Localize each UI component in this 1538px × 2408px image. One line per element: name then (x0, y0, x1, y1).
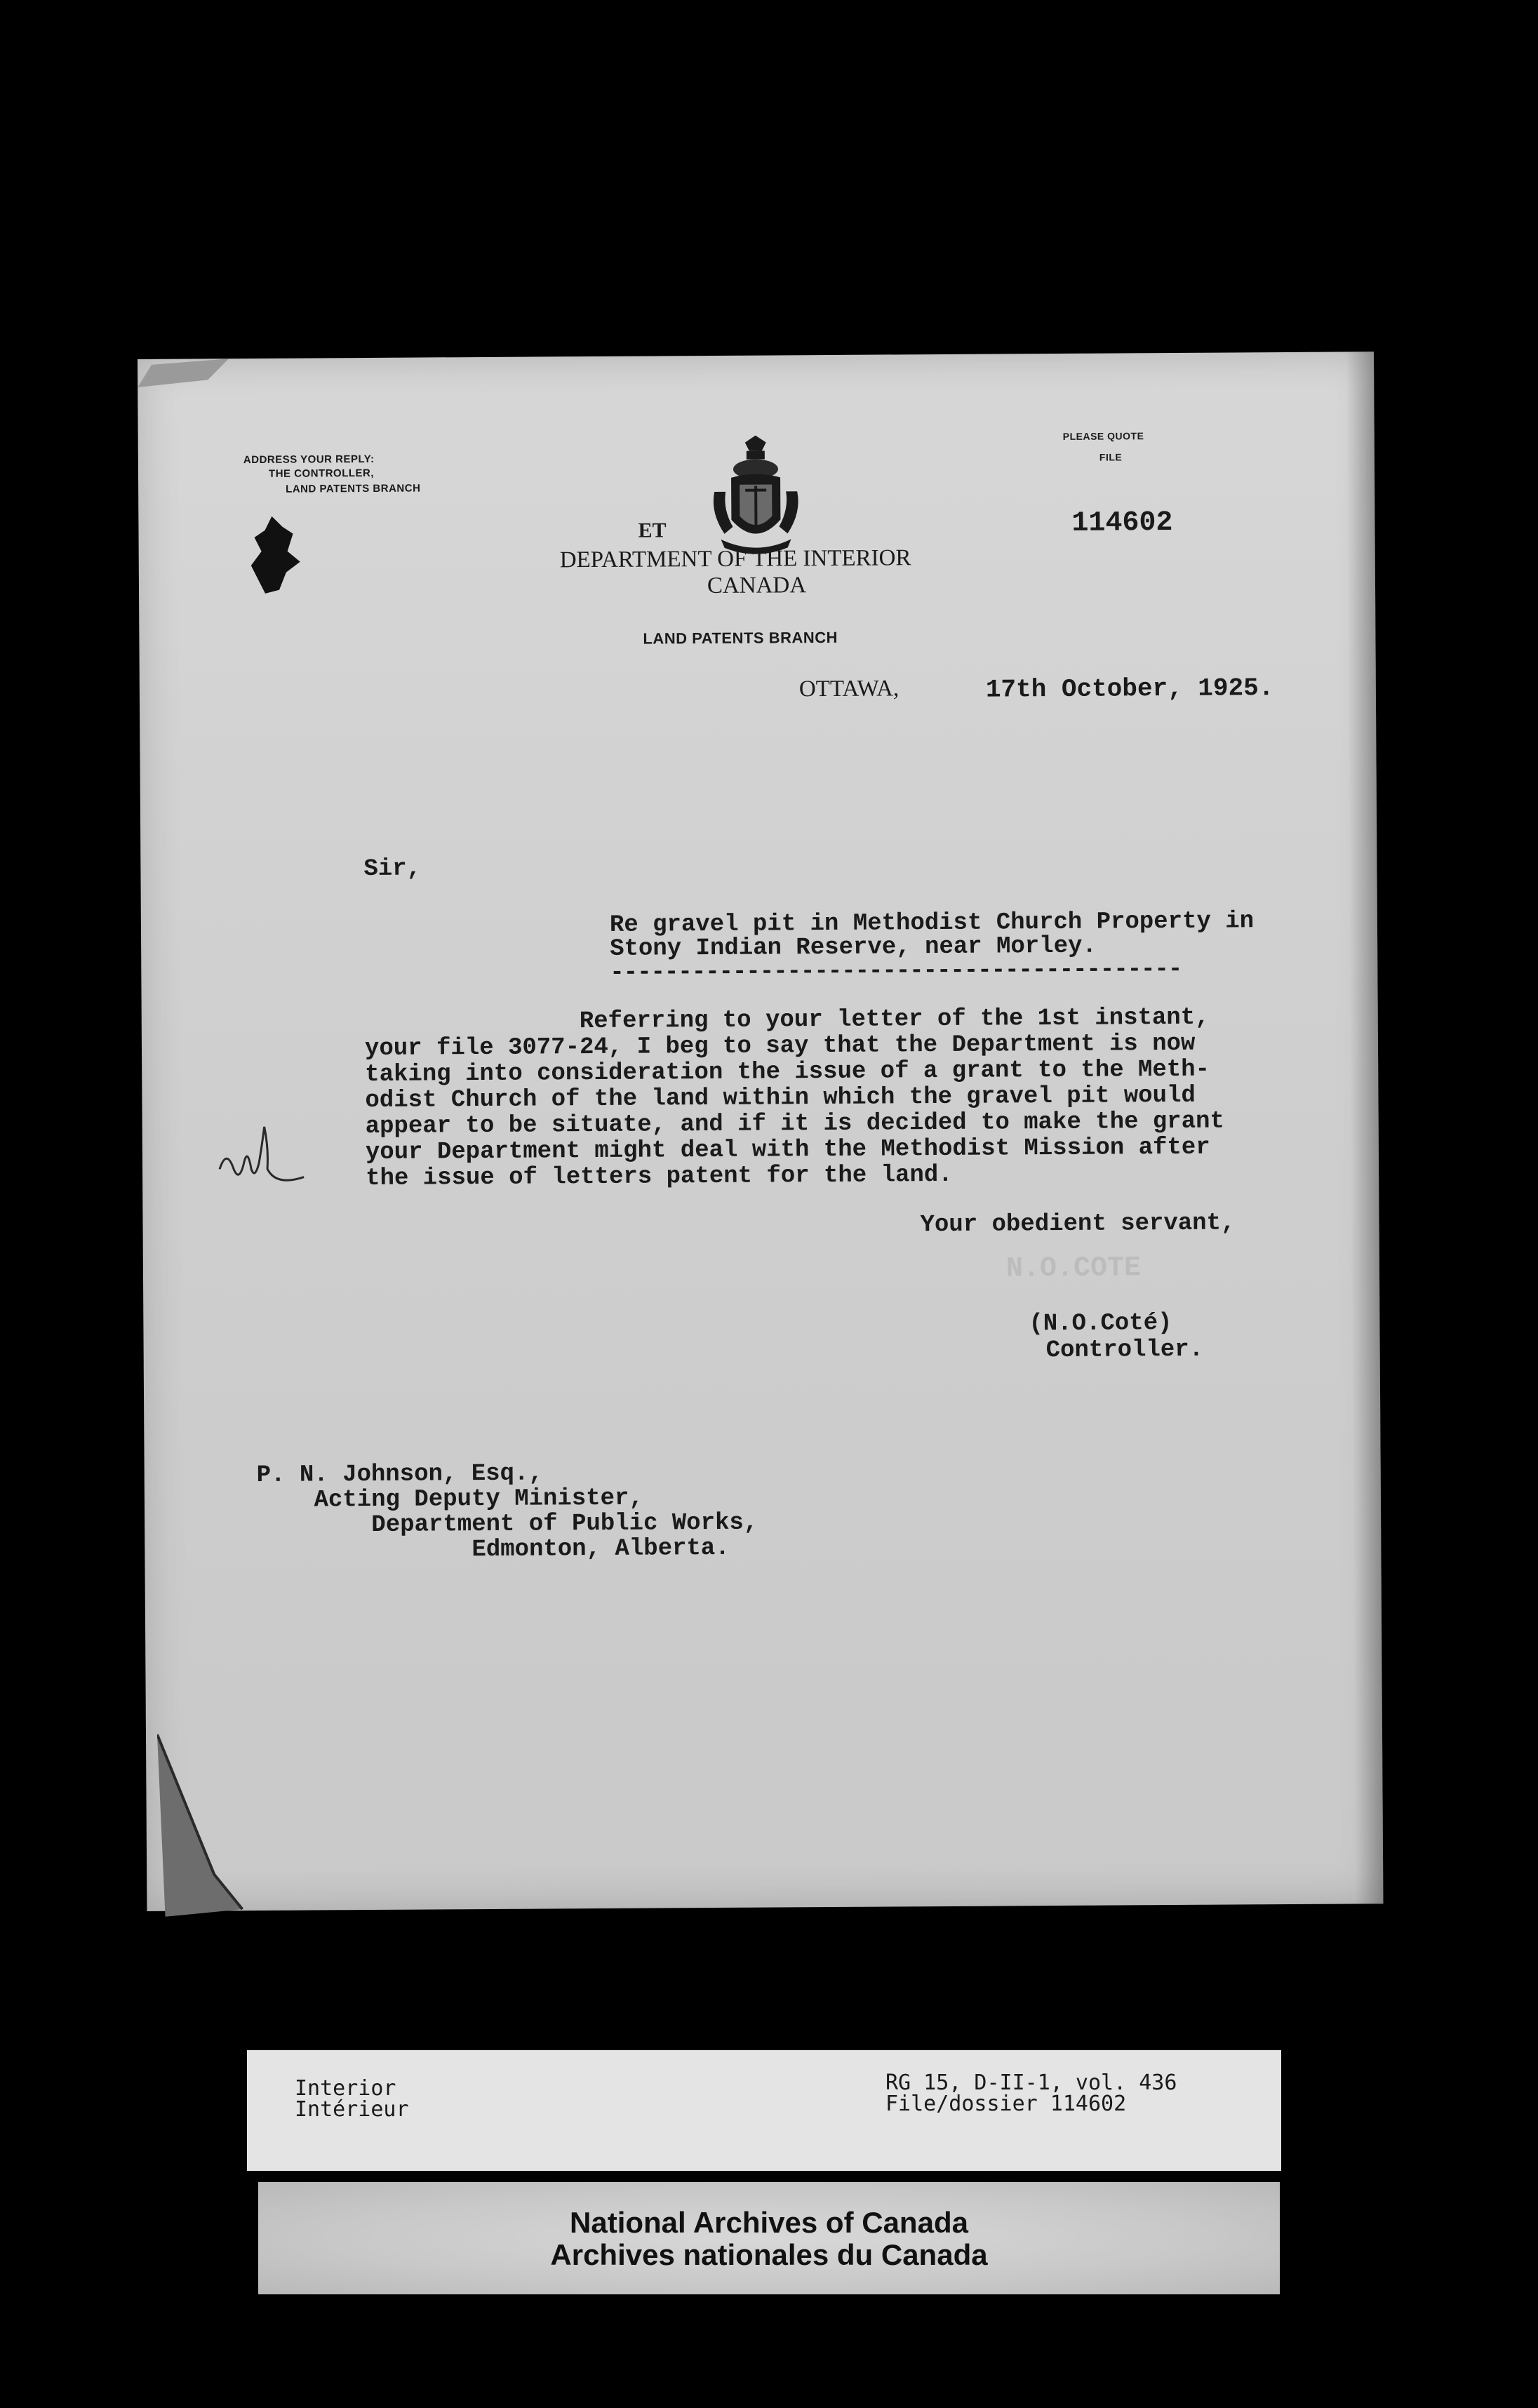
archive-name-english: National Archives of Canada (570, 2206, 968, 2239)
addressee-block: P. N. Johnson, Esq., Acting Deputy Minister, Department of Public Works, Edmonton, Alberta. (256, 1460, 758, 1565)
file-label: FILE (1099, 451, 1123, 463)
dept-prefix: ET (638, 519, 667, 542)
torn-tab (138, 359, 229, 387)
record-group-reference: RG 15, D-II-1, vol. 436 (885, 2071, 1177, 2095)
archive-banner (258, 2182, 1280, 2294)
letter-sheet (138, 352, 1383, 1911)
place: OTTAWA, (798, 676, 900, 702)
salutation: Sir, (363, 855, 422, 883)
reply-address-line1: ADDRESS YOUR REPLY: (243, 453, 375, 467)
subject-rule: ------------------------------------------ (610, 956, 1182, 986)
please-quote-label: PLEASE QUOTE (1062, 430, 1144, 442)
letter-date: 17th October, 1925. (985, 674, 1274, 704)
branch-name: LAND PATENTS BRANCH (643, 628, 838, 648)
subject-line1: Re gravel pit in Methodist Church Property in (609, 908, 1255, 939)
ink-blot (243, 513, 307, 598)
signature-title: Controller. (1045, 1336, 1204, 1365)
folded-corner (157, 1734, 250, 1917)
fonds-french: Intérieur (295, 2097, 409, 2122)
department-country: CANADA (707, 573, 807, 599)
letter-body: Referring to your letter of the 1st instant, your file 3077-24, I beg to say that the Department is now taking into consideration the issue of a grant to the Meth- odist Church of the land within which the gravel pit would appear to be situate, and if it is decided to make the grant your Department might deal with the Methodist Mission after the issue of letters patent for the land. (364, 1004, 1224, 1193)
file-dossier-reference: File/dossier 114602 (885, 2092, 1127, 2116)
archive-reference-label (247, 2050, 1281, 2171)
royal-coat-of-arms-icon (710, 435, 802, 556)
subject-line2: Stony Indian Reserve, near Morley. (610, 932, 1097, 963)
handwritten-initials (213, 1120, 312, 1205)
department-name: DEPARTMENT OF THE INTERIOR (559, 545, 911, 573)
reply-address-line3: LAND PATENTS BRANCH (286, 482, 421, 495)
fonds-english: Interior (295, 2076, 396, 2101)
reply-address-line2: THE CONTROLLER, (268, 467, 375, 480)
file-number: 114602 (1071, 507, 1173, 540)
signature-name: (N.O.Coté) (1029, 1310, 1172, 1338)
faint-stamp: N.O.COTE (1005, 1252, 1142, 1285)
archive-name-french: Archives nationales du Canada (550, 2238, 988, 2271)
closing: Your obedient servant, (920, 1210, 1236, 1239)
